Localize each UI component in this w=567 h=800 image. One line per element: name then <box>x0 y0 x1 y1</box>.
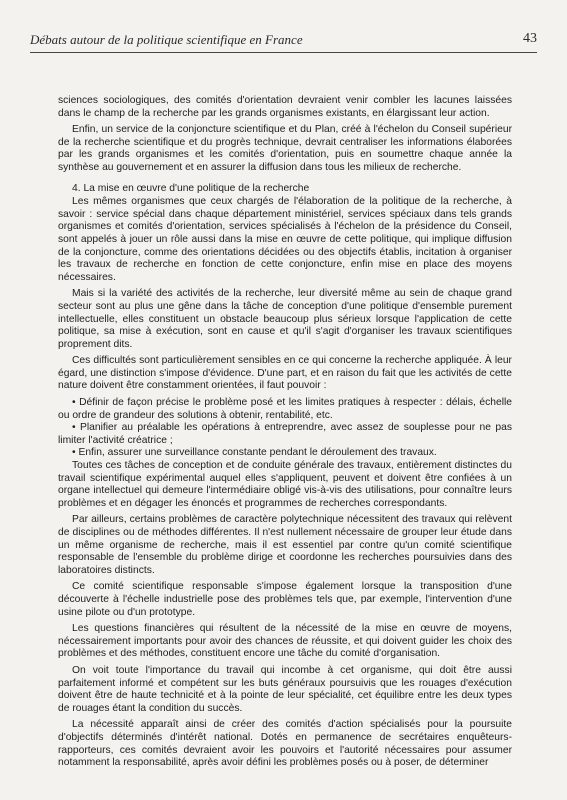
bullet-item: • Planifier au préalable les opérations à entreprendre, avec assez de souplesse pour ne pas limiter l'activité créatrice ; <box>58 422 512 446</box>
body-text <box>58 95 512 774</box>
paragraph: Par ailleurs, certains problèmes de caractère polytechnique nécessitent des travaux qui relèvent de disciplines ou de méthodes différentes. Il n'est nullement nécessaire de grouper leur étude dans un même organisme de recherche, mais il est essentiel par contre qu'un comité scientifique responsable de l'ensemble du problème dirige et coordonne les recherches poursuivies dans des laboratoires distincts. <box>58 514 512 576</box>
running-title: Débats autour de la politique scientifique en France <box>30 32 303 47</box>
paragraph: Enfin, un service de la conjoncture scientifique et du Plan, créé à l'échelon du Conseil supérieur de la recherche scientifique et du progrès technique, devrait centraliser les informations élaborées par les grands organismes et les comités d'orientation, puis en soumettre chaque année la synthèse au gouvernement et en assurer la diffusion dans tous les milieux de recherche. <box>58 124 512 173</box>
paragraph: La nécessité apparaît ainsi de créer des comités d'action spécialisés pour la poursuite d'objectifs déterminés d'intérêt national. Dotés en permanence de secrétaires enquêteurs-rapporteurs, ces comités devraient avoir les pouvoirs et l'autorité nécessaires pour assumer notamment la responsabilité, après avoir défini les problèmes posés ou à poser, de déterminer <box>58 719 512 769</box>
paragraph: Ces difficultés sont particulièrement sensibles en ce qui concerne la recherche appliquée. À leur égard, une distinction s'impose d'évidence. D'une part, et en raison du fait que les activités de cette nature doivent être constamment orientées, il faut pouvoir : <box>58 355 512 392</box>
paragraph: Les mêmes organismes que ceux chargés de l'élaboration de la politique de la recherche, à savoir : service spécial dans chaque département ministériel, services spéciaux dans tels grands organismes et comités d'orientation, services spécialisés à l'échelon de la présidence du Conseil, sont appelés à jouer un rôle aussi dans la mise en œuvre de cette politique, qui implique diffusion de la conjoncture, comme des orientations décidées ou des objectifs établis, incitation à organiser les travaux de recherche en fonction de cette conjoncture, enfin mise en place des moyens nécessaires. <box>58 196 512 283</box>
paragraph: sciences sociologiques, des comités d'orientation devraient venir combler les lacunes laissées dans le champ de la recherche par les grands organismes existants, en élargissant leur action. <box>58 95 512 119</box>
bullet-item: • Définir de façon précise le problème posé et les limites pratiques à respecter : délais, échelle ou ordre de grandeur des solutions à obtenir, rentabilité, etc. <box>58 397 512 421</box>
page-number: 43 <box>523 31 537 46</box>
paragraph: Ce comité scientifique responsable s'impose également lorsque la transposition d'une découverte à l'échelle industrielle pose des problèmes tels que, par exemple, l'intervention d'une usine pilote ou d'un prototype. <box>58 581 512 618</box>
paragraph: On voit toute l'importance du travail qui incombe à cet organisme, qui doit être aussi parfaitement informé et compétent sur les buts généraux poursuivis que les rouages d'exécution doivent être de haute technicité et à la pointe de leur spécialité, cet équilibre entre les deux types de rouages étant la condition du succès. <box>58 664 512 714</box>
bullet-item: • Enfin, assurer une surveillance constante pendant le déroulement des travaux. <box>72 447 437 459</box>
page-header <box>30 30 537 53</box>
section-heading: 4. La mise en œuvre d'une politique de la recherche <box>72 182 310 194</box>
paragraph: Toutes ces tâches de conception et de conduite générale des travaux, entièrement distinctes du travail scientifique expérimental auquel elles s'appliquent, peuvent et doivent être confiées à un organe intellectuel qui demeure l'intermédiaire obligé vis-à-vis des utilisations, pour connaître leurs problèmes et en dégager les énoncés et programmes de recherches correspondants. <box>58 460 512 509</box>
paragraph: Mais si la variété des activités de la recherche, leur diversité même au sein de chaque grand secteur sont au plus une gêne dans la tâche de conception d'une politique d'ensemble purement intellectuelle, elles constituent un obstacle beaucoup plus sérieux lorsque l'application de cette politique, sa mise à exécution, sont en cause et qu'il s'agit d'organiser les travaux scientifiques proprement dits. <box>58 288 512 350</box>
paragraph: Les questions financières qui résultent de la nécessité de la mise en œuvre de moyens, nécessairement importants pour avoir des chances de réussite, et qui doivent guider les choix des problèmes et des méthodes, constituent encore une tâche du comité d'organisation. <box>58 623 512 660</box>
